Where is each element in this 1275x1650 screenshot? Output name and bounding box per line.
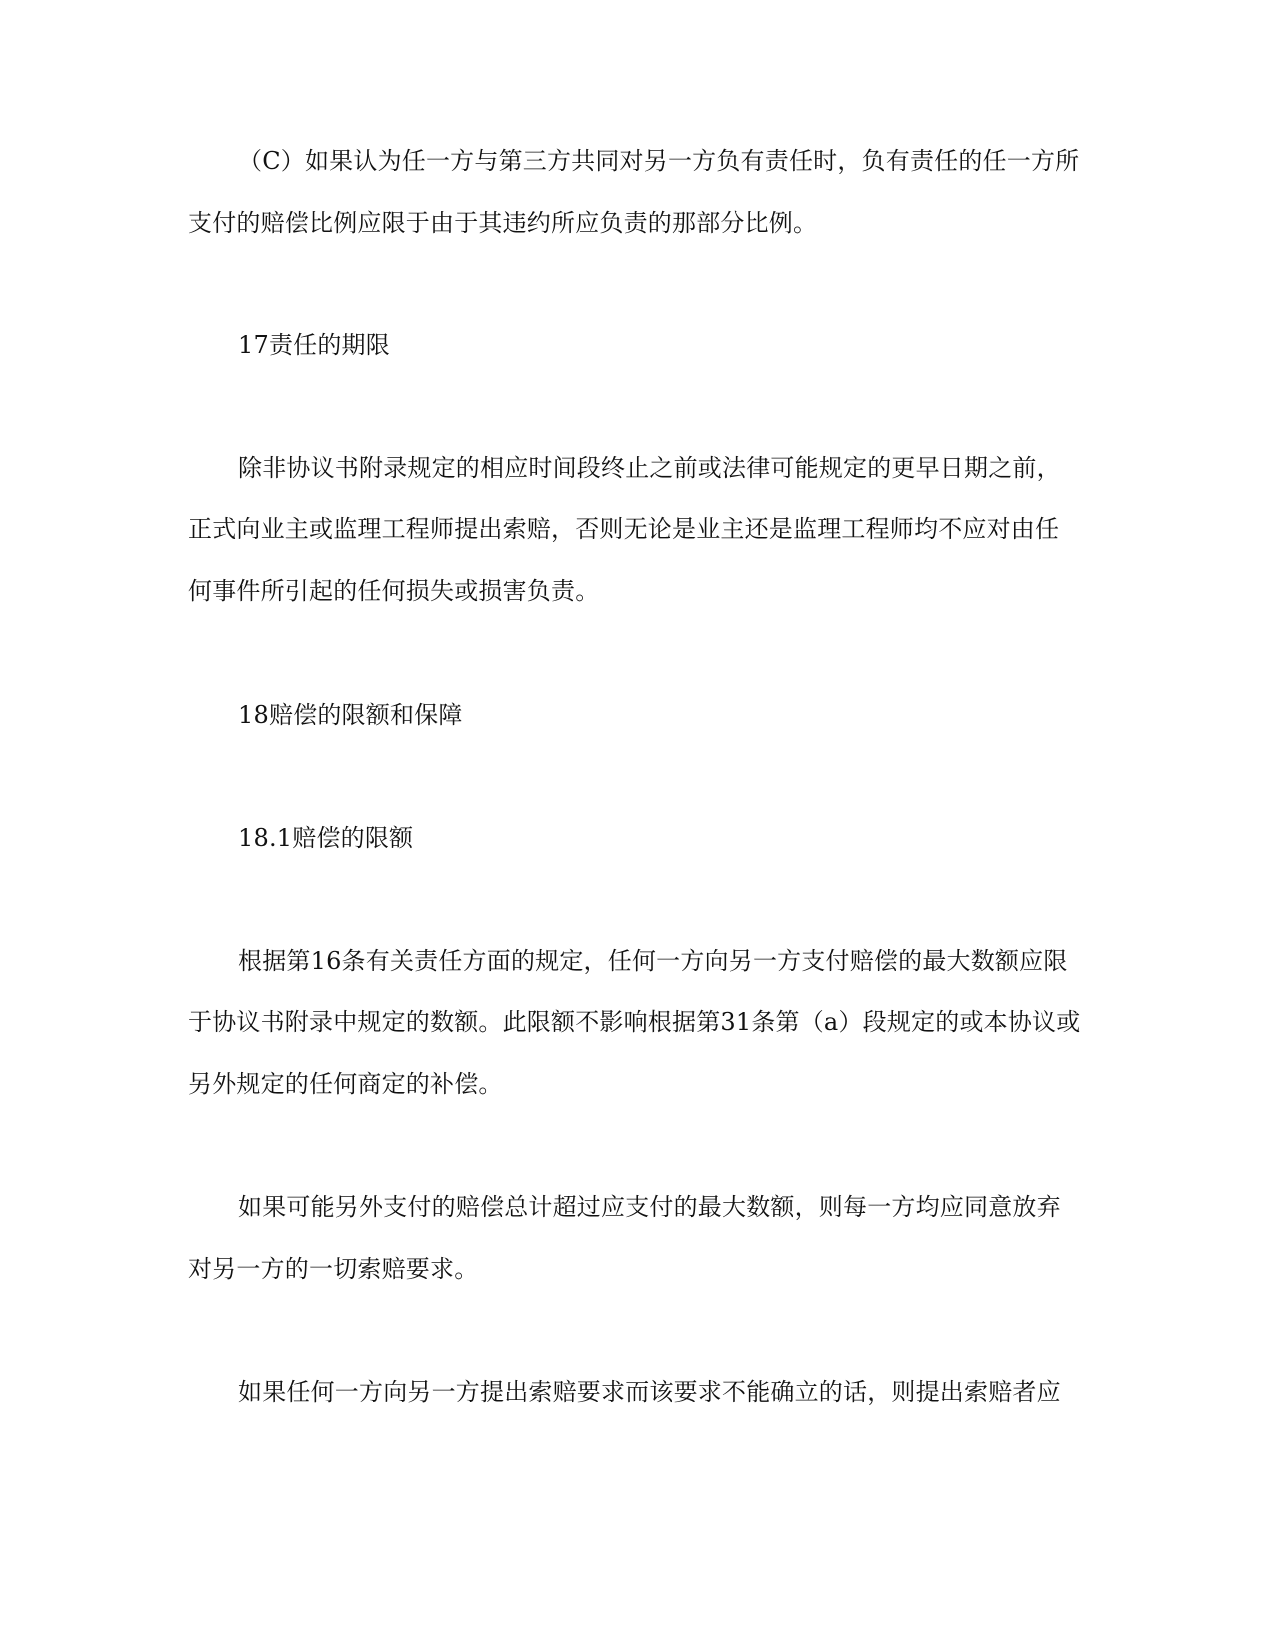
paragraph-line: 如果任何一方向另一方提出索赔要求而该要求不能确立的话，则提出索赔者应 [238,1378,1061,1406]
section-heading: 18赔偿的限额和保障 [238,701,463,729]
paragraph-line: 如果可能另外支付的赔偿总计超过应支付的最大数额，则每一方均应同意放弃 [238,1193,1061,1221]
paragraph-line: 对另一方的一切索赔要求。 [188,1255,479,1283]
paragraph-line: 何事件所引起的任何损失或损害负责。 [188,577,600,605]
section-heading: 17责任的期限 [238,331,390,359]
subsection-heading: 18.1赔偿的限额 [238,824,414,852]
paragraph-line: 另外规定的任何商定的补偿。 [188,1070,503,1098]
paragraph-line: 正式向业主或监理工程师提出索赔，否则无论是业主还是监理工程师均不应对由任 [188,515,1060,543]
paragraph-line: 支付的赔偿比例应限于由于其违约所应负责的那部分比例。 [188,209,818,237]
paragraph-line: （C）如果认为任一方与第三方共同对另一方负有责任时，负有责任的任一方所 [238,147,1080,175]
paragraph-line: 根据第16条有关责任方面的规定，任何一方向另一方支付赔偿的最大数额应限 [238,947,1068,975]
paragraph-line: 除非协议书附录规定的相应时间段终止之前或法律可能规定的更早日期之前， [238,454,1061,482]
paragraph-line: 于协议书附录中规定的数额。此限额不影响根据第31条第（a）段规定的或本协议或 [188,1008,1081,1036]
